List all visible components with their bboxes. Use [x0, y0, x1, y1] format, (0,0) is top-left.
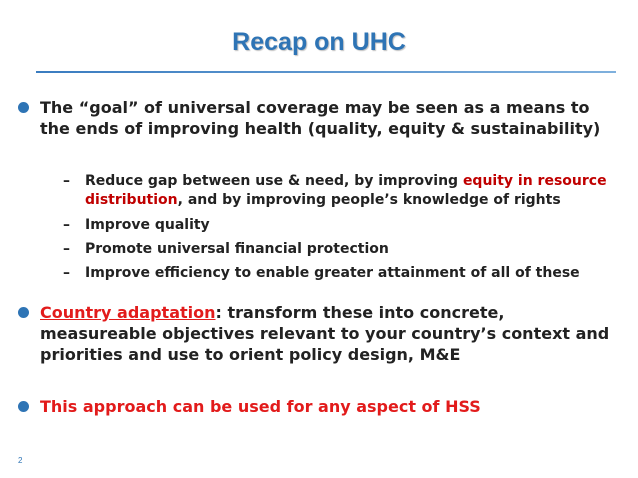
sub-bullet-4 — [63, 264, 618, 283]
dash-icon: – — [63, 241, 70, 257]
sub-bullet-1-highlight: equity in resource distribution — [85, 173, 607, 208]
sub-bullet-3-text: Promote universal financial protection — [85, 241, 389, 257]
bullet-3-text: This approach can be used for any aspect of HSS — [40, 397, 481, 416]
title-underline — [36, 71, 616, 73]
sub-bullet-1-text: Reduce gap between use & need, by improving — [85, 173, 463, 189]
sub-bullet-4-text: Improve efficiency to enable greater attainment of all of these — [85, 265, 580, 281]
bullet-2-highlight: Country adaptation — [40, 303, 216, 322]
sub-bullet-1 — [63, 172, 618, 210]
bullet-dot-icon — [18, 102, 29, 113]
dash-icon: – — [63, 265, 70, 281]
bullet-2-text: : transform these into concrete, measureable objectives relevant to your country’s context and priorities and use to orient policy design, M&E — [40, 303, 610, 364]
bullet-dot-icon — [18, 307, 29, 318]
bullet-3 — [18, 396, 618, 417]
sub-bullet-2-text: Improve quality — [85, 217, 210, 233]
bullet-dot-icon — [18, 401, 29, 412]
sub-bullet-1-text-after: , and by improving people’s knowledge of rights — [177, 192, 561, 208]
slide-title: Recap on UHC — [232, 28, 406, 56]
bullet-2 — [18, 302, 618, 365]
dash-icon: – — [63, 217, 70, 233]
slide-number: 2 — [18, 456, 23, 465]
bullet-1-text: The “goal” of universal coverage may be seen as a means to the ends of improving health (quality, equity & sustainability) — [40, 98, 601, 138]
sub-bullet-3 — [63, 240, 618, 259]
dash-icon: – — [63, 173, 70, 189]
sub-bullet-2 — [63, 216, 618, 235]
bullet-1 — [18, 97, 618, 139]
